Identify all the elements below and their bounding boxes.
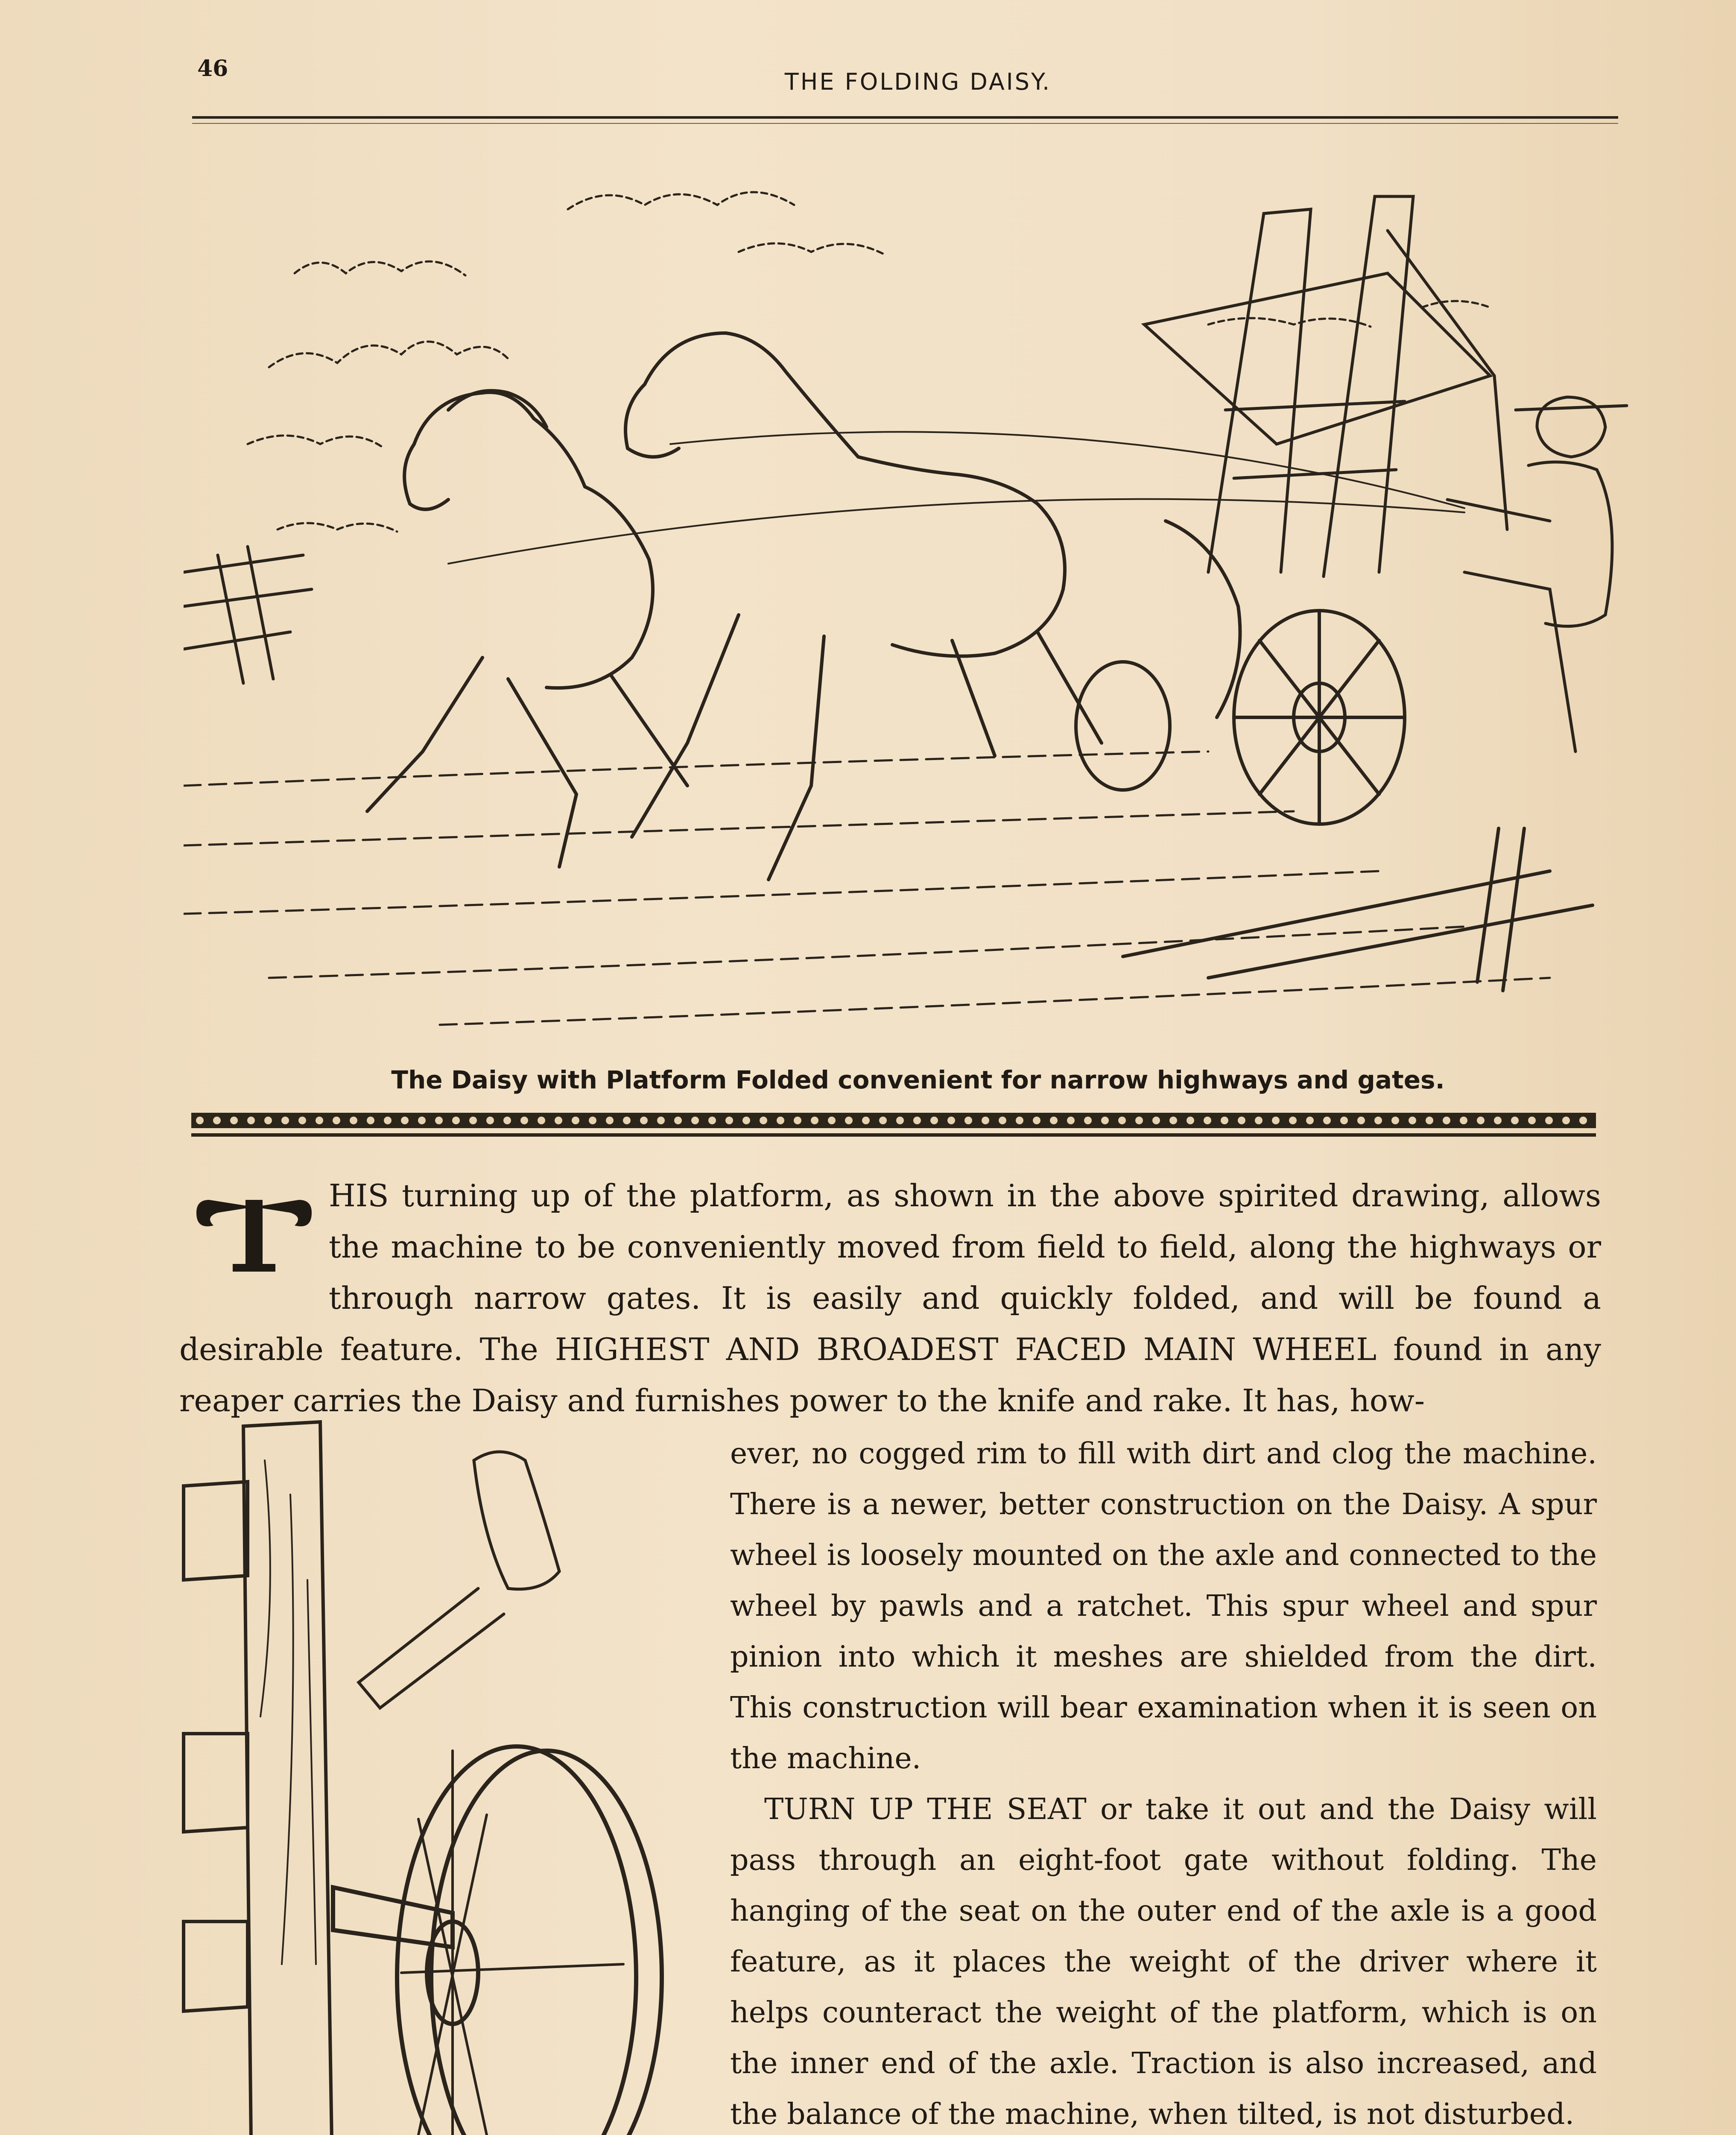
figure-caption-top: The Daisy with Platform Folded convenient for narrow highways and gates. xyxy=(391,1065,1445,1094)
fence-right xyxy=(1123,828,1593,991)
illustration-narrow-gate xyxy=(179,1409,722,2135)
running-head: THE FOLDING DAISY. xyxy=(784,68,1052,95)
road-lines xyxy=(184,752,1550,1025)
foliage-scribbles xyxy=(248,192,1490,532)
reaper-frame xyxy=(1144,196,1507,576)
ornamental-rule xyxy=(191,1109,1596,1139)
gate-post xyxy=(184,1422,333,2135)
horse-rear xyxy=(625,333,1240,880)
header-rule-thin xyxy=(192,123,1618,124)
driver xyxy=(1447,397,1627,752)
fence-left xyxy=(184,547,312,683)
header-rule xyxy=(192,116,1618,119)
main-wheel xyxy=(333,1746,662,2135)
horse-front xyxy=(367,391,687,867)
intro-paragraph: HIS turning up of the platform, as shown in the above spirited drawing, allows the machine to be conveniently moved from field to field, along the highways or through narrow gates. It is easily and quickly folded, and will be found a desirable feature. The HIGHEST AND BROADEST FACED MAIN WHEEL found in any reaper carries the Daisy and furnishes power to the knife and rake. It has, how- xyxy=(179,1178,1601,1418)
seat xyxy=(359,1452,559,1708)
page-number: 46 xyxy=(197,56,228,82)
illustration-horses-reaper xyxy=(184,145,1640,1059)
paragraph-continued: ever, no cogged rim to fill with dirt and clog the machine. There is a newer, better construction on the Daisy. A spur wheel is loosely mounted on the axle and connected to the wheel by pawls and a ratchet. This spur wheel and spur pinion into which it meshes are shielded from the dirt. This construction will bear examination when it is seen on the machine. xyxy=(730,1437,1597,1775)
body-column xyxy=(730,1428,1597,2135)
paragraph-seat: TURN UP THE SEAT or take it out and the Daisy will pass through an eight-foot gate without folding. The hanging of the seat on the outer end of the axle is a good feature, as it places the weight of the driver where it helps counteract the weight of the platform, which is on the inner end of the axle. Traction is also increased, and the balance of the machine, when tilted, is not disturbed. xyxy=(730,1793,1597,2131)
